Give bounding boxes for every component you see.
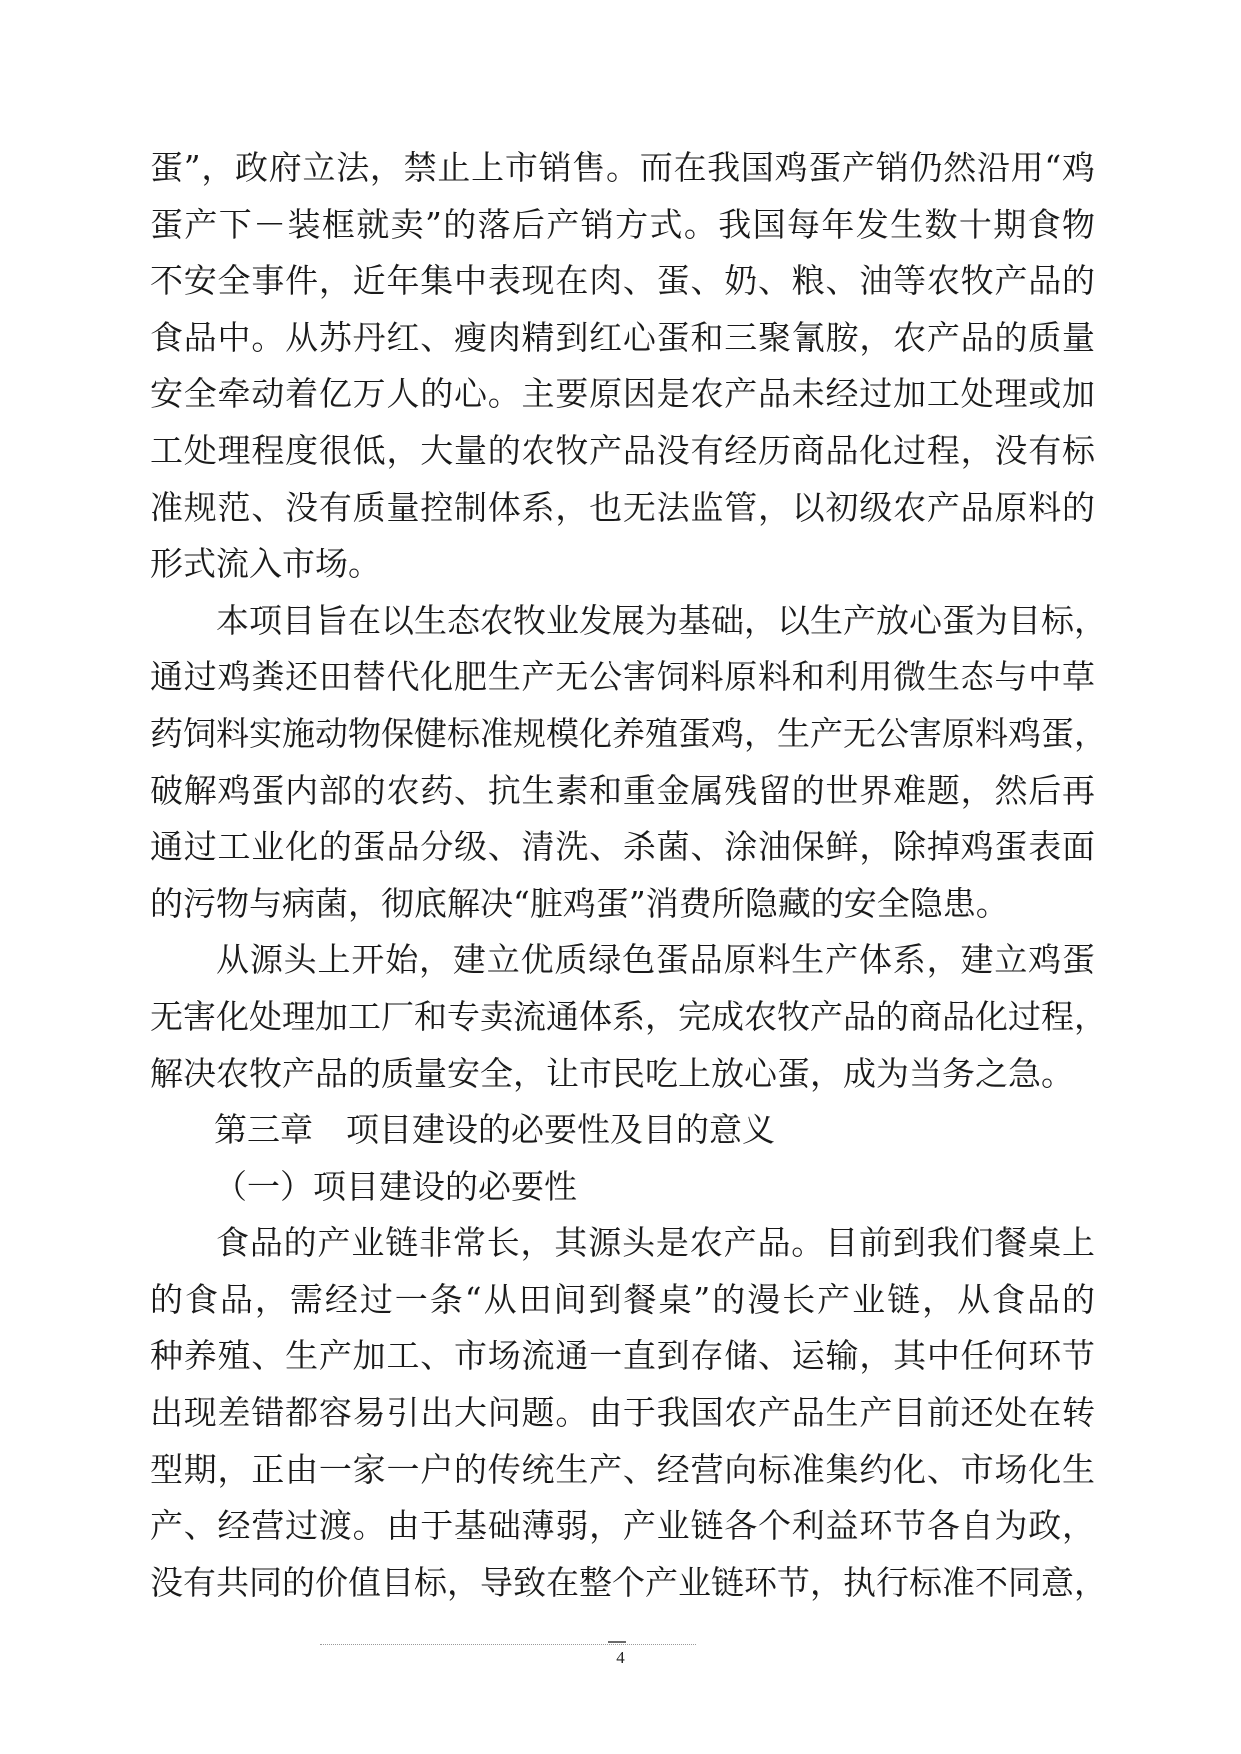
section-heading: （一）项目建设的必要性 — [214, 1166, 577, 1206]
text-line: 准规范、没有质量控制体系，也无法监管，以初级农产品原料的 — [150, 487, 1095, 527]
text-line: 形式流入市场。 — [150, 544, 381, 584]
paragraph-first-line: 本项目旨在以生态农牧业发展为基础，以生产放心蛋为目标， — [216, 600, 1107, 640]
text-line: 出现差错都容易引出大问题。由于我国农产品生产目前还处在转 — [150, 1393, 1095, 1433]
text-line: 蛋产下－装框就卖”的落后产销方式。我国每年发生数十期食物 — [150, 204, 1095, 244]
footer-divider-mark — [608, 1641, 626, 1643]
text-line: 通过工业化的蛋品分级、清洗、杀菌、涂油保鲜，除掉鸡蛋表面 — [150, 827, 1095, 867]
paragraph-first-line: 食品的产业链非常长，其源头是农产品。目前到我们餐桌上 — [216, 1223, 1095, 1263]
text-line: 解决农牧产品的质量安全，让市民吃上放心蛋，成为当务之急。 — [150, 1053, 1074, 1093]
text-line: 工处理程度很低，大量的农牧产品没有经历商品化过程，没有标 — [150, 430, 1095, 470]
text-line: 安全牵动着亿万人的心。主要原因是农产品未经过加工处理或加 — [150, 374, 1095, 414]
page-number: 4 — [616, 1648, 625, 1667]
text-line: 没有共同的价值目标，导致在整个产业链环节，执行标准不同意， — [150, 1562, 1107, 1602]
text-line: 无害化处理加工厂和专卖流通体系，完成农牧产品的商品化过程， — [150, 996, 1107, 1036]
text-line: 不安全事件，近年集中表现在肉、蛋、奶、粮、油等农牧产品的 — [150, 261, 1095, 301]
chapter-heading: 第三章 项目建设的必要性及目的意义 — [214, 1110, 775, 1150]
text-line: 食品中。从苏丹红、瘦肉精到红心蛋和三聚氰胺，农产品的质量 — [150, 317, 1095, 357]
footer-divider — [320, 1644, 696, 1645]
text-line: 通过鸡粪还田替代化肥生产无公害饲料原料和利用微生态与中草 — [150, 657, 1095, 697]
text-line: 蛋”，政府立法，禁止上市销售。而在我国鸡蛋产销仍然沿用“鸡 — [150, 148, 1095, 187]
text-line: 种养殖、生产加工、市场流通一直到存储、运输，其中任何环节 — [150, 1336, 1095, 1376]
paragraph-first-line: 从源头上开始，建立优质绿色蛋品原料生产体系，建立鸡蛋 — [216, 940, 1095, 980]
text-line: 的污物与病菌，彻底解决“脏鸡蛋”消费所隐藏的安全隐患。 — [150, 883, 1009, 923]
text-line: 破解鸡蛋内部的农药、抗生素和重金属残留的世界难题，然后再 — [150, 770, 1095, 810]
text-line: 的食品，需经过一条“从田间到餐桌”的漫长产业链，从食品的 — [150, 1279, 1095, 1319]
text-line: 型期，正由一家一户的传统生产、经营向标准集约化、市场化生 — [150, 1449, 1095, 1489]
text-line: 产、经营过渡。由于基础薄弱，产业链各个利益环节各自为政， — [150, 1506, 1095, 1546]
text-line: 药饲料实施动物保健标准规模化养殖蛋鸡，生产无公害原料鸡蛋， — [150, 713, 1107, 753]
body-text — [150, 140, 1107, 1611]
